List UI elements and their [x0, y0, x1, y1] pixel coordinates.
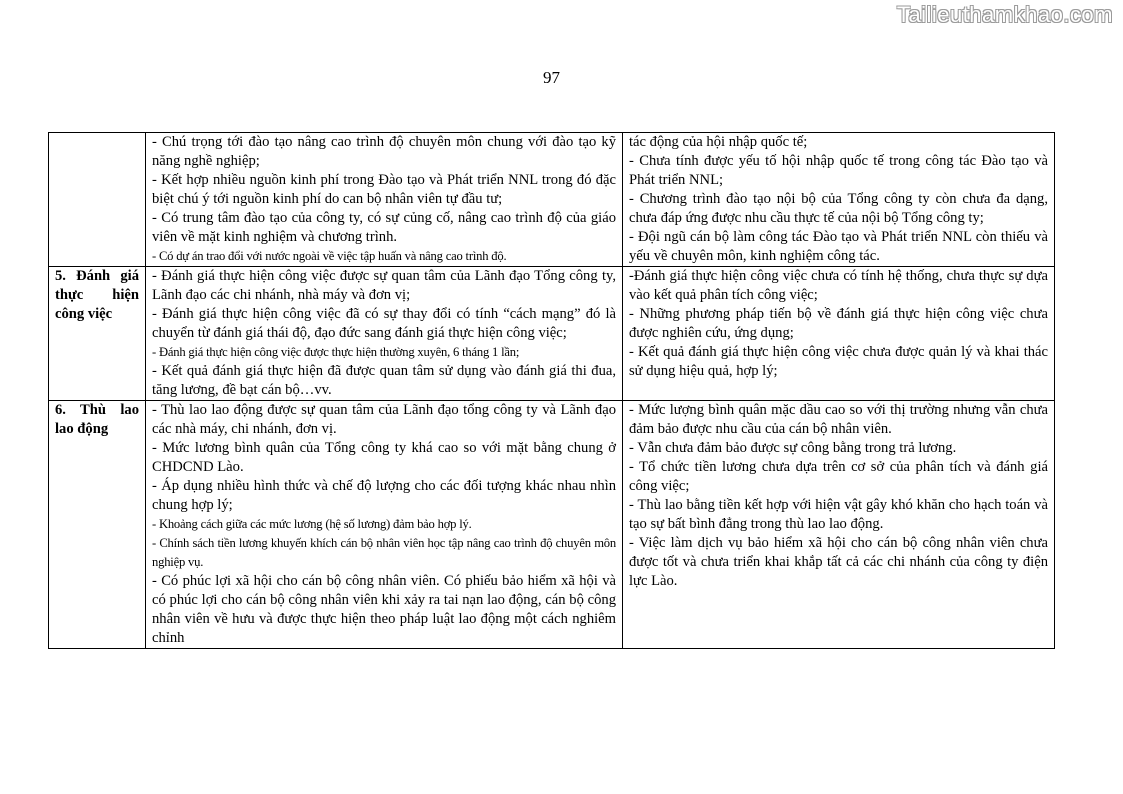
cell-line: - Chú trọng tới đào tạo nâng cao trình độ chuyên môn chung với đào tạo kỹ năng nghề nghiệp; [152, 134, 616, 169]
cell-line: - Có trung tâm đào tạo của công ty, có sự củng cố, nâng cao trình độ của giáo viên về mặt kinh nghiệm và chương trình. [152, 210, 616, 245]
cell-line: - Chương trình đào tạo nội bộ của Tổng công ty còn chưa đa dạng, chưa đáp ứng được nhu cầu thực tế của nội bộ Tổng công ty; [629, 191, 1048, 226]
cell-line: - Kết quả đánh giá thực hiện công việc chưa được quản lý và khai thác sử dụng hiệu quả, hợp lý; [629, 344, 1048, 379]
weaknesses-cell [623, 267, 1055, 401]
row-heading-line: thực hiện [55, 287, 139, 303]
cell-line: - Chính sách tiền lương khuyến khích cán bộ nhân viên học tập nâng cao trình độ chuyên môn nghiệp vụ. [152, 536, 616, 569]
cell-line: - Thù lao bằng tiền kết hợp với hiện vật gây khó khăn cho hạch toán và tạo sự bất bình đẳng trong thù lao lao động. [629, 497, 1048, 532]
row-heading-cell [49, 267, 146, 401]
watermark-text: Tailieuthamkhao.com [896, 2, 1113, 27]
page-number: 97 [543, 68, 560, 87]
cell-line: - Kết quả đánh giá thực hiện đã được quan tâm sử dụng vào đánh giá thi đua, tăng lương, đề bạt cán bộ…vv. [152, 363, 616, 398]
cell-line: - Việc làm dịch vụ bảo hiểm xã hội cho cán bộ công nhân viên chưa được tốt và chưa triển khai khắp tất cả các chi nhánh của công ty điện lực Lào. [629, 535, 1048, 589]
cell-line: - Khoảng cách giữa các mức lương (hệ số lương) đảm bảo hợp lý. [152, 517, 472, 531]
row-heading-line: 6. Thù lao [55, 402, 139, 418]
cell-line: - Những phương pháp tiến bộ về đánh giá thực hiện công việc chưa được nghiên cứu, ứng dụng; [629, 306, 1048, 341]
cell-line: tác động của hội nhập quốc tế; [629, 134, 808, 150]
content-table [48, 132, 1055, 649]
cell-line: - Đánh giá thực hiện công việc đã có sự thay đổi có tính “cách mạng” đó là chuyển từ đánh giá thái độ, đạo đức sang đánh giá thực hiện công việc; [152, 306, 616, 341]
cell-line: - Có dự án trao đổi với nước ngoài về việc tập huấn và nâng cao trình độ. [152, 249, 507, 263]
table-row [49, 267, 1055, 401]
cell-line: -Đánh giá thực hiện công việc chưa có tính hệ thống, chưa thực sự dựa vào kết quả phân tích công việc; [629, 268, 1048, 303]
strengths-cell [146, 401, 623, 649]
cell-line: - Có phúc lợi xã hội cho cán bộ công nhân viên. Có phiếu bảo hiểm xã hội và có phúc lợi cho cán bộ công nhân viên khi xảy ra tai nạn lao động, cán bộ công nhân viên về hưu và được thực hiện theo pháp luật lao động một cách nghiêm chỉnh [152, 573, 616, 646]
cell-line: - Áp dụng nhiều hình thức và chế độ lượng cho các đối tượng khác nhau nhìn chung hợp lý; [152, 478, 616, 513]
table-row [49, 133, 1055, 267]
cell-line: - Thù lao lao động được sự quan tâm của Lãnh đạo tổng công ty và Lãnh đạo các nhà máy, chi nhánh, đơn vị. [152, 402, 616, 437]
cell-line: - Đánh giá thực hiện công việc được thực hiện thường xuyên, 6 tháng 1 lần; [152, 345, 520, 359]
row-heading-line: 5. Đánh giá [55, 268, 139, 284]
cell-line: - Đội ngũ cán bộ làm công tác Đào tạo và Phát triển NNL còn thiếu và yếu về chuyên môn, kinh nghiệm công tác. [629, 229, 1048, 264]
strengths-cell [146, 267, 623, 401]
row-heading-line: công việc [55, 306, 113, 322]
weaknesses-cell [623, 133, 1055, 267]
row-heading-cell [49, 401, 146, 649]
cell-line: - Chưa tính được yếu tố hội nhập quốc tế trong công tác Đào tạo và Phát triển NNL; [629, 153, 1048, 188]
row-heading-line: lao động [55, 421, 109, 437]
cell-line: - Tổ chức tiền lương chưa dựa trên cơ sở của phân tích và đánh giá công việc; [629, 459, 1048, 494]
table-row [49, 401, 1055, 649]
cell-line: - Đánh giá thực hiện công việc được sự quan tâm của Lãnh đạo Tổng công ty, Lãnh đạo các chi nhánh, nhà máy và đơn vị; [152, 268, 616, 303]
cell-line: - Mức lương bình quân của Tổng công ty khá cao so với mặt bằng chung ở CHDCND Lào. [152, 440, 616, 475]
row-heading-cell [49, 133, 146, 267]
cell-line: - Vẫn chưa đảm bảo được sự công bằng trong trả lương. [629, 440, 957, 456]
strengths-cell [146, 133, 623, 267]
weaknesses-cell [623, 401, 1055, 649]
cell-line: - Mức lượng bình quân mặc dầu cao so với thị trường nhưng vẫn chưa đảm bảo được nhu cầu của cán bộ nhân viên. [629, 402, 1048, 437]
cell-line: - Kết hợp nhiều nguồn kinh phí trong Đào tạo và Phát triển NNL trong đó đặc biệt chú ý tới nguồn kinh phí do can bộ nhân viên tự đầu tư; [152, 172, 616, 207]
